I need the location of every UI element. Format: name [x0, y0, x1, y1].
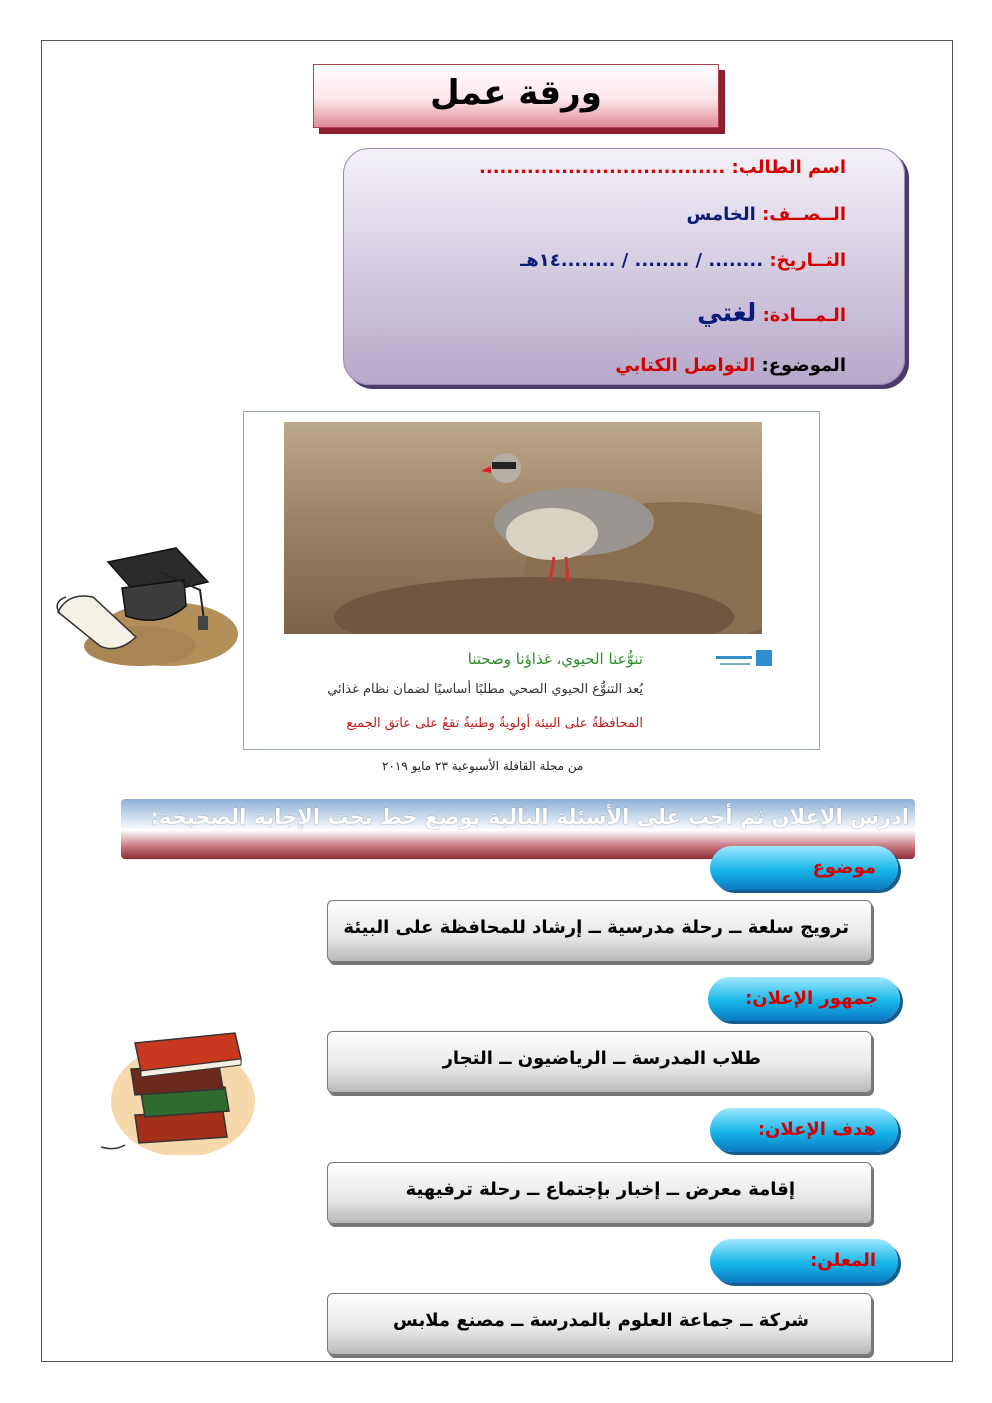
subject-value: لغتي: [697, 298, 757, 327]
topic-label: الموضوع:: [761, 355, 846, 376]
student-name-line: [479, 157, 846, 178]
class-value: الخامس: [686, 204, 756, 225]
question-label-advertiser: المعلن:: [710, 1239, 898, 1283]
subject-label: الـمـــادة:: [762, 305, 846, 326]
bird-photo: [284, 422, 762, 634]
question-label-topic: موضوع: [710, 846, 898, 890]
title-banner: [313, 64, 719, 128]
answer-options-advertiser: شركة ــ جماعة العلوم بالمدرسة ــ مصنع ملابس: [327, 1293, 872, 1355]
info-panel: [343, 148, 905, 385]
topic-line: [615, 355, 846, 376]
subject-line: [697, 298, 846, 327]
ad-text-line-1: يُعد التنوُّع الحيوي الصحي مطلبًا أساسيًا لضمان نظام غذائي: [327, 682, 643, 697]
instruction-text: ادرس الإعلان ثم أجب على الأسئلة التالية بوضع خط تحت الإجابة الصحيحة:: [150, 805, 909, 829]
topic-value: التواصل الكتابي: [615, 355, 756, 376]
company-logo: [712, 648, 776, 676]
ad-source-caption: من مجلة القافلة الأسبوعية ٢٣ مايو ٢٠١٩: [382, 759, 584, 773]
question-label-goal: هدف الإعلان:: [710, 1108, 898, 1152]
date-line: [520, 250, 846, 271]
date-value: ........ / ........ / ........١٤هـ: [520, 250, 764, 271]
ad-headline: تنوُّعنا الحيوي، غذاؤنا وصحتنا: [467, 650, 643, 668]
graduation-cap-icon: [48, 542, 238, 670]
answer-options-topic: ترويج سلعة ــ رحلة مدرسية ــ إرشاد للمحافظة على البيئة: [327, 900, 872, 962]
advertisement-image: [243, 411, 820, 750]
answer-options-goal: إقامة معرض ــ إخبار بإجتماع ــ رحلة ترفيهية: [327, 1162, 872, 1224]
ad-text-line-2: المحافظةُ على البيئة أولويةٌ وطنيةٌ تقعُ على عاتق الجميع: [346, 716, 643, 731]
date-label: التــاريخ:: [769, 250, 846, 271]
question-label-audience: جمهور الإعلان:: [708, 977, 900, 1021]
student-name-blank: ....................................: [479, 157, 726, 178]
answer-options-audience: طلاب المدرسة ــ الرياضيون ــ التجار: [327, 1031, 872, 1093]
page-title: ورقة عمل: [430, 73, 602, 113]
books-icon: [95, 1015, 255, 1155]
class-label: الــصــف:: [762, 204, 846, 225]
class-line: [687, 204, 846, 225]
student-name-label: اسم الطالب:: [731, 157, 846, 178]
